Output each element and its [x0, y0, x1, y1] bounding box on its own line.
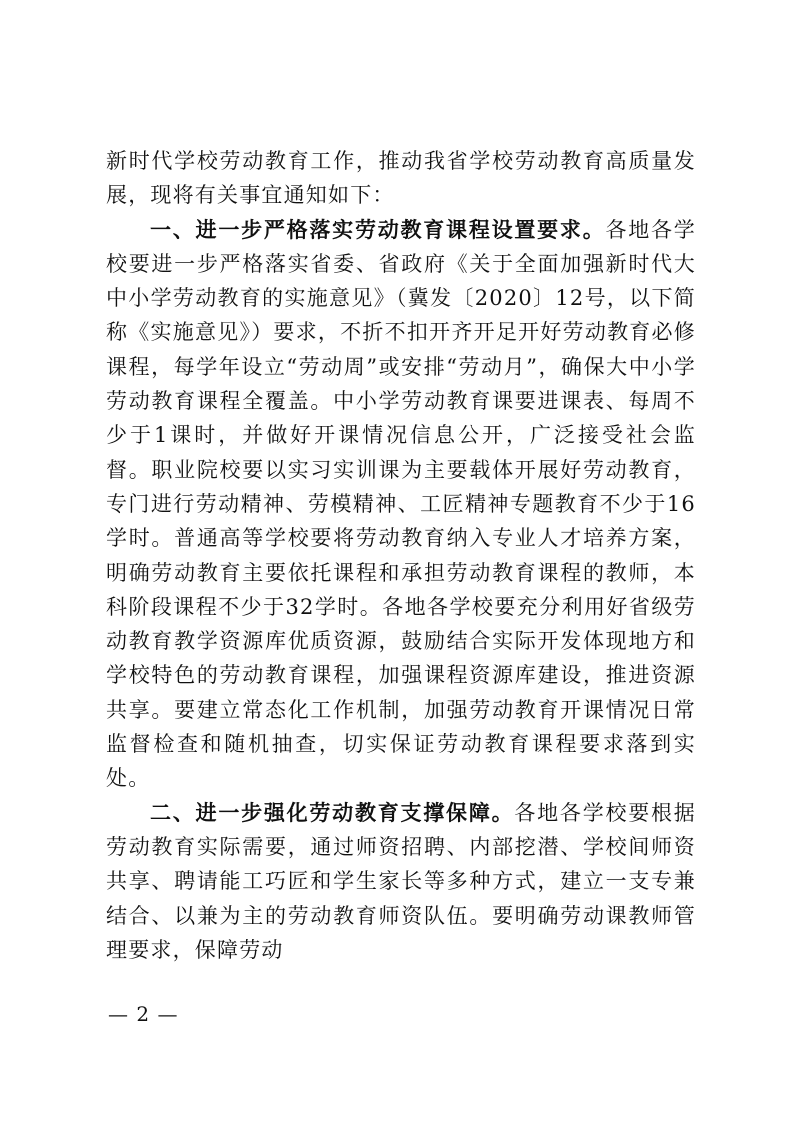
section-1-heading: 一、进一步严格落实劳动教育课程设置要求。	[150, 217, 606, 242]
section-2-heading: 二、进一步强化劳动教育支撑保障。	[150, 800, 515, 825]
section-1-paragraph	[106, 213, 696, 796]
section-2-paragraph	[106, 796, 696, 967]
page-number: — 2 —	[108, 1002, 179, 1026]
document-body	[106, 144, 696, 967]
section-1-body: 各地各学校要进一步严格落实省委、省政府《关于全面加强新时代大中小学劳动教育的实施意见》（冀发〔2020〕12号，以下简称《实施意见》）要求，不折不扣开齐开足开好劳动教育必修课程，每学年设立“劳动周”或安排“劳动月”，确保大中小学劳动教育课程全覆盖。中小学劳动教育课要进课表、每周不少于1课时，并做好开课情况信息公开，广泛接受社会监督。职业院校要以实习实训课为主要载体开展好劳动教育，专门进行劳动精神、劳模精神、工匠精神专题教育不少于16学时。普通高等学校要将劳动教育纳入专业人才培养方案，明确劳动教育主要依托课程和承担劳动教育课程的教师，本科阶段课程不少于32学时。各地各学校要充分利用好省级劳动教育教学资源库优质资源，鼓励结合实际开发体现地方和学校特色的劳动教育课程，加强课程资源库建设，推进资源共享。要建立常态化工作机制，加强劳动教育开课情况日常监督检查和随机抽查，切实保证劳动教育课程要求落到实处。	[106, 217, 696, 791]
section-2-body: 各地各学校要根据劳动教育实际需要，通过师资招聘、内部挖潜、学校间师资共享、聘请能工巧匠和学生家长等多种方式，建立一支专兼结合、以兼为主的劳动教育师资队伍。要明确劳动课教师管理要求，保障劳动	[106, 800, 696, 962]
intro-paragraph: 新时代学校劳动教育工作，推动我省学校劳动教育高质量发展，现将有关事宜通知如下：	[106, 149, 696, 208]
